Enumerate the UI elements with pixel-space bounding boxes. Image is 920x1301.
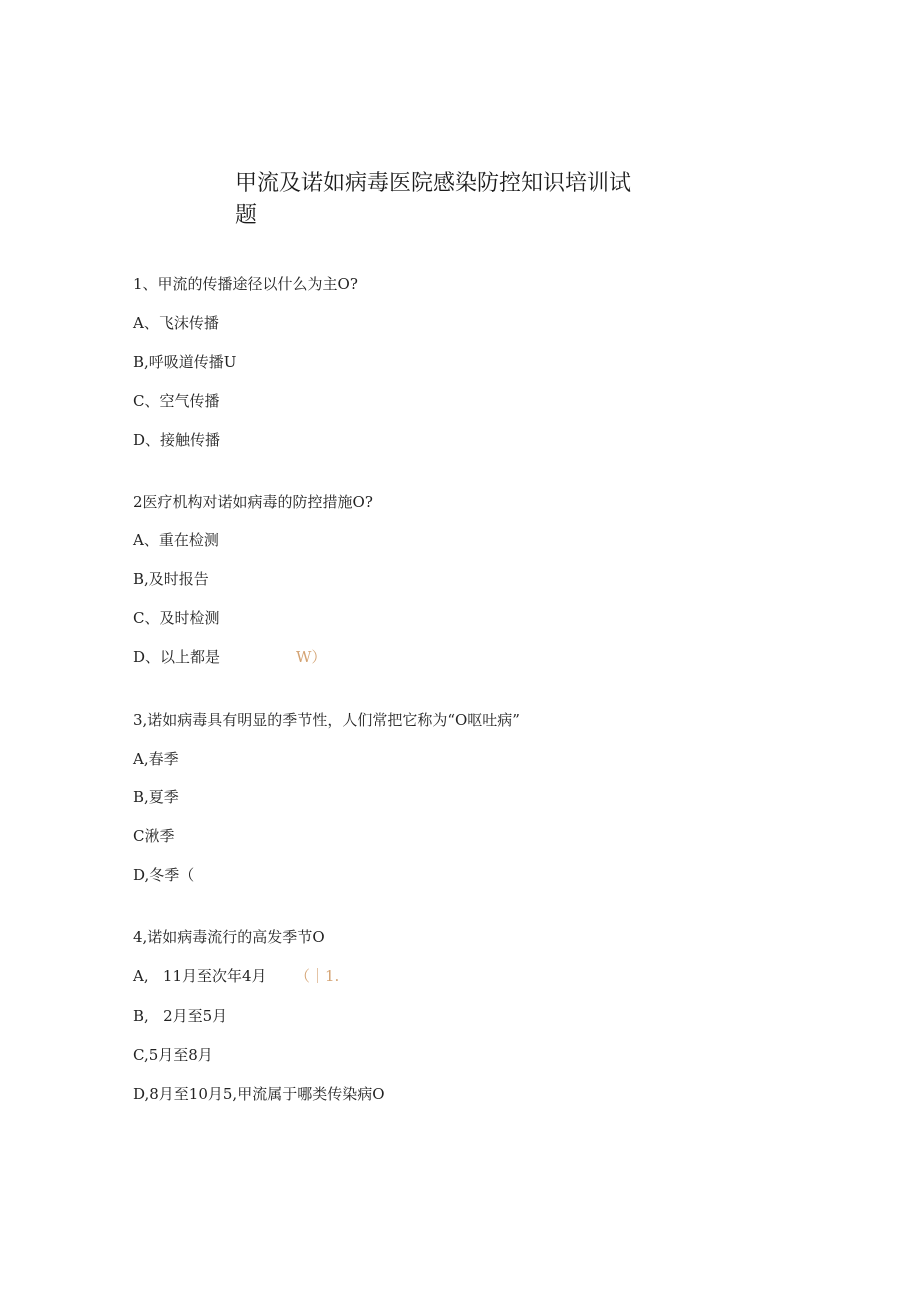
question-1-option-d: D、接触传播 <box>133 431 221 449</box>
question-4-stem: 4,诺如病毒流行的高发季节O <box>133 928 325 946</box>
question-2-stem: 2医疗机构对诺如病毒的防控措施O? <box>133 493 373 511</box>
question-1-option-c: C、空气传播 <box>133 392 220 410</box>
question-4-option-b: B, 2月至5月 <box>133 1007 228 1025</box>
question-2-option-c: C、及时检测 <box>133 609 220 627</box>
question-3-option-a: A,春季 <box>133 750 179 768</box>
question-2-answer-mark: W） <box>296 648 327 666</box>
question-2-option-b: B,及时报告 <box>133 570 209 588</box>
question-1-option-b: B,呼吸道传播U <box>133 353 237 371</box>
question-3-option-d: D,冬季（ <box>133 866 195 884</box>
question-2-option-d: D、以上都是 <box>133 648 221 666</box>
question-2-option-a: A、重在检测 <box>133 531 219 549</box>
question-4-option-c: C,5月至8月 <box>133 1046 213 1064</box>
question-4-option-d: D,8月至10月5,甲流属于哪类传染病O <box>133 1085 385 1103</box>
question-3-stem: 3,诺如病毒具有明显的季节性，人们常把它称为“O呕吐病” <box>133 711 520 729</box>
question-4-option-a: A, 11月至次年4月 <box>133 967 267 985</box>
question-1-option-a: A、飞沫传播 <box>133 314 219 332</box>
question-1-stem: 1、甲流的传播途径以什么为主O? <box>133 275 358 293</box>
page-title: 甲流及诺如病毒医院感染防控知识培训试题 <box>235 171 632 228</box>
question-4-answer-mark: （｜1. <box>295 967 340 985</box>
question-3-option-c: C湫季 <box>133 827 175 845</box>
question-3-option-b: B,夏季 <box>133 788 179 806</box>
